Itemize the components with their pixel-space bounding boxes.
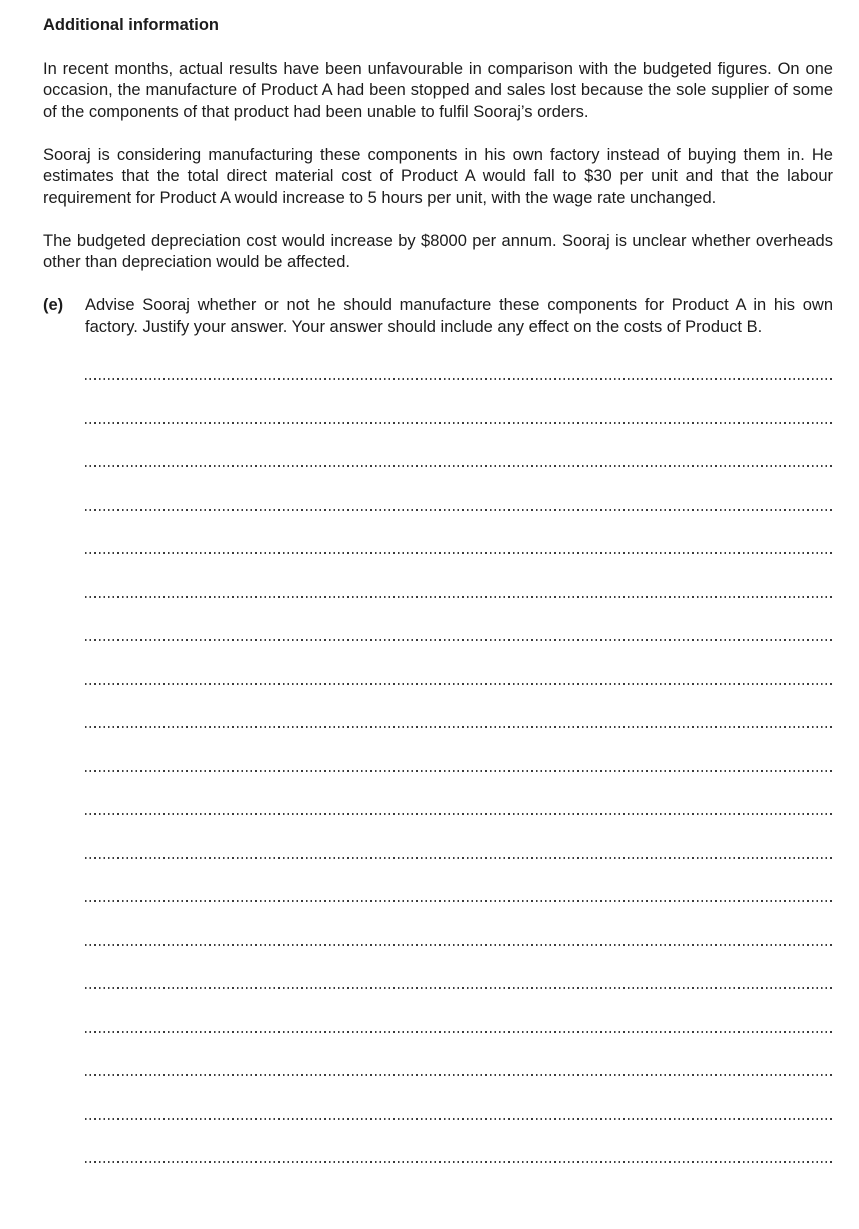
answer-line — [85, 552, 833, 554]
answer-line — [85, 987, 833, 989]
answer-line — [85, 596, 833, 598]
question-text: Advise Sooraj whether or not he should manufacture these components for Product A in his own factory. Justify your answer. Your answer should include any effect on the costs of Product B. — [85, 296, 833, 336]
answer-line — [85, 378, 833, 380]
answer-line — [85, 900, 833, 902]
answer-line — [85, 1074, 833, 1076]
answer-line — [85, 770, 833, 772]
answer-line — [85, 1118, 833, 1120]
paragraph-depreciation: The budgeted depreciation cost would increase by $8000 per annum. Sooraj is unclear whether overheads other than depreciation would be affected. — [43, 231, 833, 271]
answer-line — [85, 639, 833, 641]
answer-line — [85, 422, 833, 424]
answer-line — [85, 857, 833, 859]
paragraph-supplier-issue: In recent months, actual results have been unfavourable in comparison with the budgeted figures. On one occasion, the manufacture of Product A had been stopped and sales lost because the sole supplier of some of the components of that product had been unable to fulfil Sooraj’s orders. — [43, 59, 833, 121]
question-label: (e) — [43, 296, 64, 314]
answer-lines-area — [43, 378, 833, 1163]
answer-line — [85, 509, 833, 511]
answer-line — [85, 1161, 833, 1163]
answer-line — [85, 726, 833, 728]
section-heading: Additional information — [43, 16, 219, 34]
paragraph-manufacture-proposal: Sooraj is considering manufacturing these components in his own factory instead of buying them in. He estimates that the total direct material cost of Product A would fall to $30 per unit and that the labour requirement for Product A would increase to 5 hours per unit, with the wage rate unchanged. — [43, 145, 833, 207]
answer-line — [85, 1031, 833, 1033]
answer-line — [85, 465, 833, 467]
answer-line — [85, 813, 833, 815]
question-e — [43, 295, 833, 338]
answer-line — [85, 944, 833, 946]
answer-line — [85, 683, 833, 685]
